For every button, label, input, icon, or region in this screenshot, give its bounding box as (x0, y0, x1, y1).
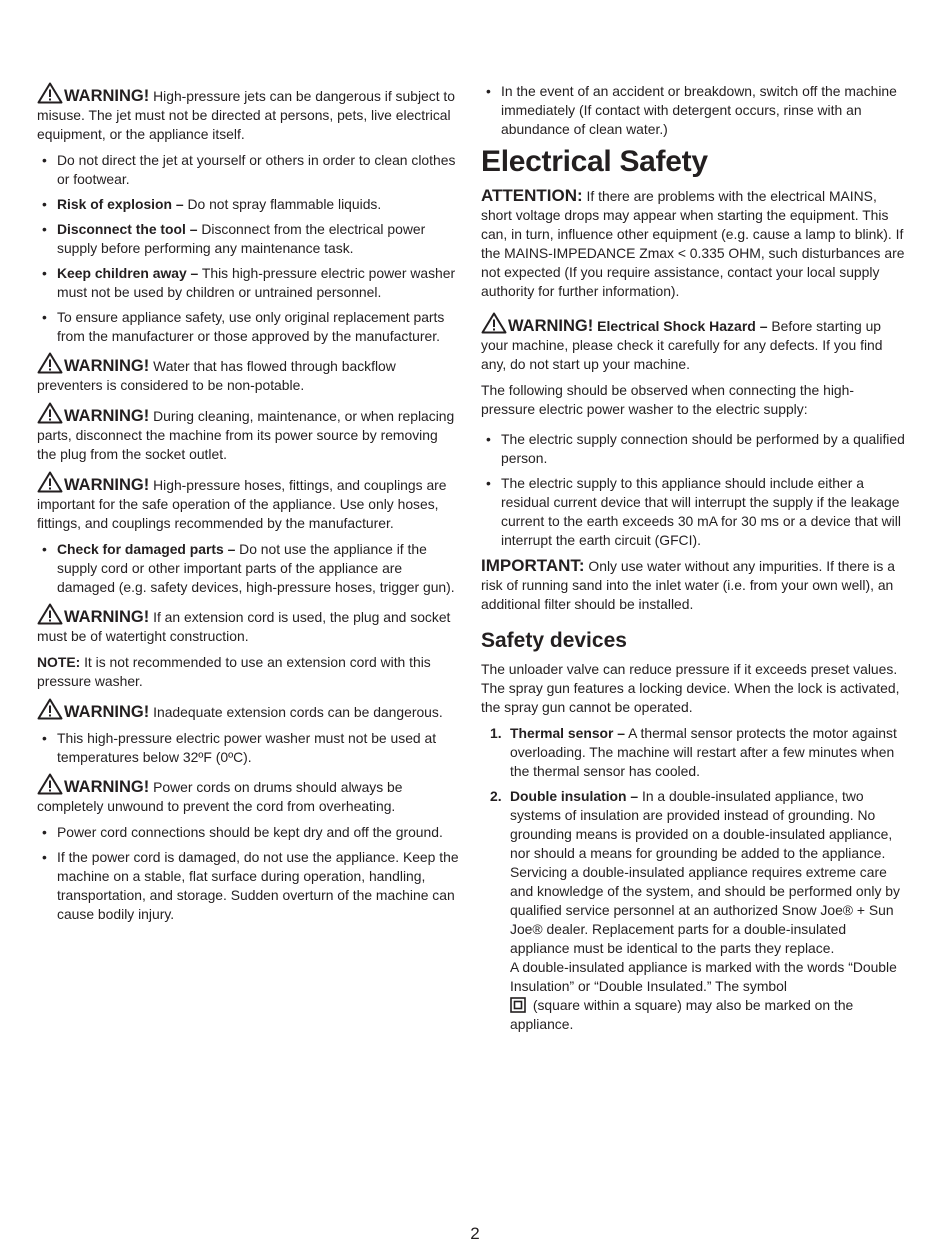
attention-text: If there are problems with the electrical MAINS, short voltage drops may appear when starting the equipment. This can, in turn, influence other equipment (e.g. cause a lamp to blink). If the MAINS-IMPEDANCE Zmax < 0.335 OHM, such disturbances are not expected (If you require assistance, contact your local supply authority for further information). (481, 188, 905, 299)
warning-power-cords (37, 773, 460, 816)
warning-jets (37, 82, 460, 144)
warning-label: WARNING! (64, 608, 150, 626)
safety-devices-intro: The unloader valve can reduce pressure if it exceeds preset values. The spray gun features a locking device. When the lock is activated, the spray gun cannot be operated. (481, 661, 900, 715)
note-text: It is not recommended to use an extension cord with this pressure washer. (37, 654, 431, 689)
warning-label: WARNING! (64, 703, 150, 721)
left-column (37, 82, 460, 930)
warning-label: WARNING! (64, 87, 150, 105)
list-item: • To ensure appliance safety, use only original replacement parts from the manufacturer or those approved by the manufacturer. (42, 309, 445, 344)
temperature-list (37, 729, 460, 767)
list-item: • If the power cord is damaged, do not use the appliance. Keep the machine on a stable, flat surface during operation, handling, transportation, and storage. Sudden overturn of the machine can cause bodily injury. (42, 849, 459, 922)
subsection-title-safety-devices: Safety devices (481, 629, 627, 652)
warning-triangle-icon (37, 402, 63, 424)
warning-text: Before starting up your machine, please check it carefully for any defects. If you find any, do not start up your machine. (481, 318, 883, 372)
safety-devices-list (481, 724, 906, 1034)
note-paragraph (37, 653, 460, 691)
warning-label: WARNING! (64, 778, 150, 796)
list-item: 2. Double insulation – In a double-insulated appliance, two systems of insulation are provided instead of grounding. No grounding means is provided on a double-insulated appliance, nor should a means for grounding be added to the appliance. Servicing a double-insulated appliance requires extreme care and knowledge of the system, and should be performed only by qualified service personnel at an authorized Snow Joe® + Sun Joe® dealer. Replacement parts for a double-insulated appliance must be identical to the parts they replace. A double-insulated appliance is marked with the words “Double Insulation” or “Double Insulated.” The symbol (square within a square) may also be marked on the appliance. (490, 788, 900, 1032)
section-title-electrical-safety: Electrical Safety (481, 145, 708, 178)
warning-hoses (37, 471, 460, 533)
attention-label: ATTENTION: (481, 186, 583, 205)
jet-bullet-list (37, 151, 460, 346)
damaged-parts-list (37, 540, 460, 597)
warning-label: WARNING! (64, 407, 150, 425)
warning-inadequate-cords (37, 698, 460, 722)
warning-triangle-icon (37, 352, 63, 374)
warning-cleaning (37, 402, 460, 464)
warning-backflow (37, 352, 460, 395)
warning-triangle-icon (37, 471, 63, 493)
warning-text: High-pressure jets can be dangerous if subject to misuse. The jet must not be directed at persons, pets, live electrical equipment, or the appliance itself. (37, 88, 456, 142)
note-label: NOTE: (37, 654, 81, 670)
warning-triangle-icon (37, 603, 63, 625)
following-paragraph: The following should be observed when connecting the high-pressure electric power washer to the electric supply: (481, 382, 854, 417)
warning-text: Inadequate extension cords can be dangerous. (149, 704, 443, 720)
attention-paragraph (481, 186, 906, 301)
list-item: • Disconnect the tool – Disconnect from the electrical power supply before performing any maintenance task. (42, 221, 426, 256)
warning-triangle-icon (481, 312, 507, 334)
right-column (481, 82, 906, 1040)
warning-triangle-icon (37, 773, 63, 795)
list-item: • This high-pressure electric power washer must not be used at temperatures below 32ºF (0ºC). (42, 730, 437, 765)
power-cord-list (37, 823, 460, 924)
accident-list (481, 82, 906, 139)
list-item: • Power cord connections should be kept dry and off the ground. (42, 824, 443, 840)
list-item: • Keep children away – This high-pressure electric power washer must not be used by children or untrained personnel. (42, 265, 456, 300)
list-item: • The electric supply connection should be performed by a qualified person. (486, 431, 905, 466)
warning-electrical-shock (481, 312, 906, 374)
list-item: • In the event of an accident or breakdown, switch off the machine immediately (If contact with detergent occurs, rinse with an abundance of clean water.) (486, 83, 897, 137)
warning-label: WARNING! (64, 476, 150, 494)
warning-text: Power cords on drums should always be completely unwound to prevent the cord from overheating. (37, 779, 403, 814)
important-label: IMPORTANT: (481, 556, 585, 575)
warning-triangle-icon (37, 82, 63, 104)
important-text: Only use water without any impurities. If there is a risk of running sand into the inlet water (i.e. from your own well), an additional filter should be installed. (481, 558, 895, 612)
list-item: • Risk of explosion – Do not spray flammable liquids. (42, 196, 382, 212)
warning-text: Water that has flowed through backflow preventers is considered to be non-potable. (37, 358, 396, 393)
list-item: 1. Thermal sensor – A thermal sensor protects the motor against overloading. The machine will restart after a few minutes when the thermal sensor has cooled. (490, 725, 897, 779)
list-item: • The electric supply to this appliance should include either a residual current device that will interrupt the supply if the leakage current to the earth exceeds 30 mA for 30 ms or a device that will interrupt the earth circuit (GFCI). (486, 475, 901, 548)
important-paragraph (481, 556, 906, 614)
warning-text: High-pressure hoses, fittings, and couplings are important for the safe operation of the appliance. Use only hoses, fittings, and couplings recommended by the manufacturer. (37, 477, 447, 531)
warning-extension-cord (37, 603, 460, 646)
warning-text: During cleaning, maintenance, or when replacing parts, disconnect the machine from its power source by removing the plug from the socket outlet. (37, 408, 455, 462)
page-number: 2 (470, 1224, 480, 1243)
list-item: • Check for damaged parts – Do not use the appliance if the supply cord or other important parts of the appliance are damaged (e.g. safety devices, high-pressure hoses, trigger gun). (42, 541, 455, 595)
electric-supply-list (481, 430, 906, 550)
double-square-icon (510, 997, 526, 1013)
warning-text: If an extension cord is used, the plug and socket must be of watertight construction. (37, 609, 451, 644)
list-item: • Do not direct the jet at yourself or others in order to clean clothes or footwear. (42, 152, 456, 187)
warning-sublabel: Electrical Shock Hazard – (597, 318, 768, 334)
warning-label: WARNING! (64, 357, 150, 375)
warning-label: WARNING! (508, 317, 594, 335)
warning-triangle-icon (37, 698, 63, 720)
